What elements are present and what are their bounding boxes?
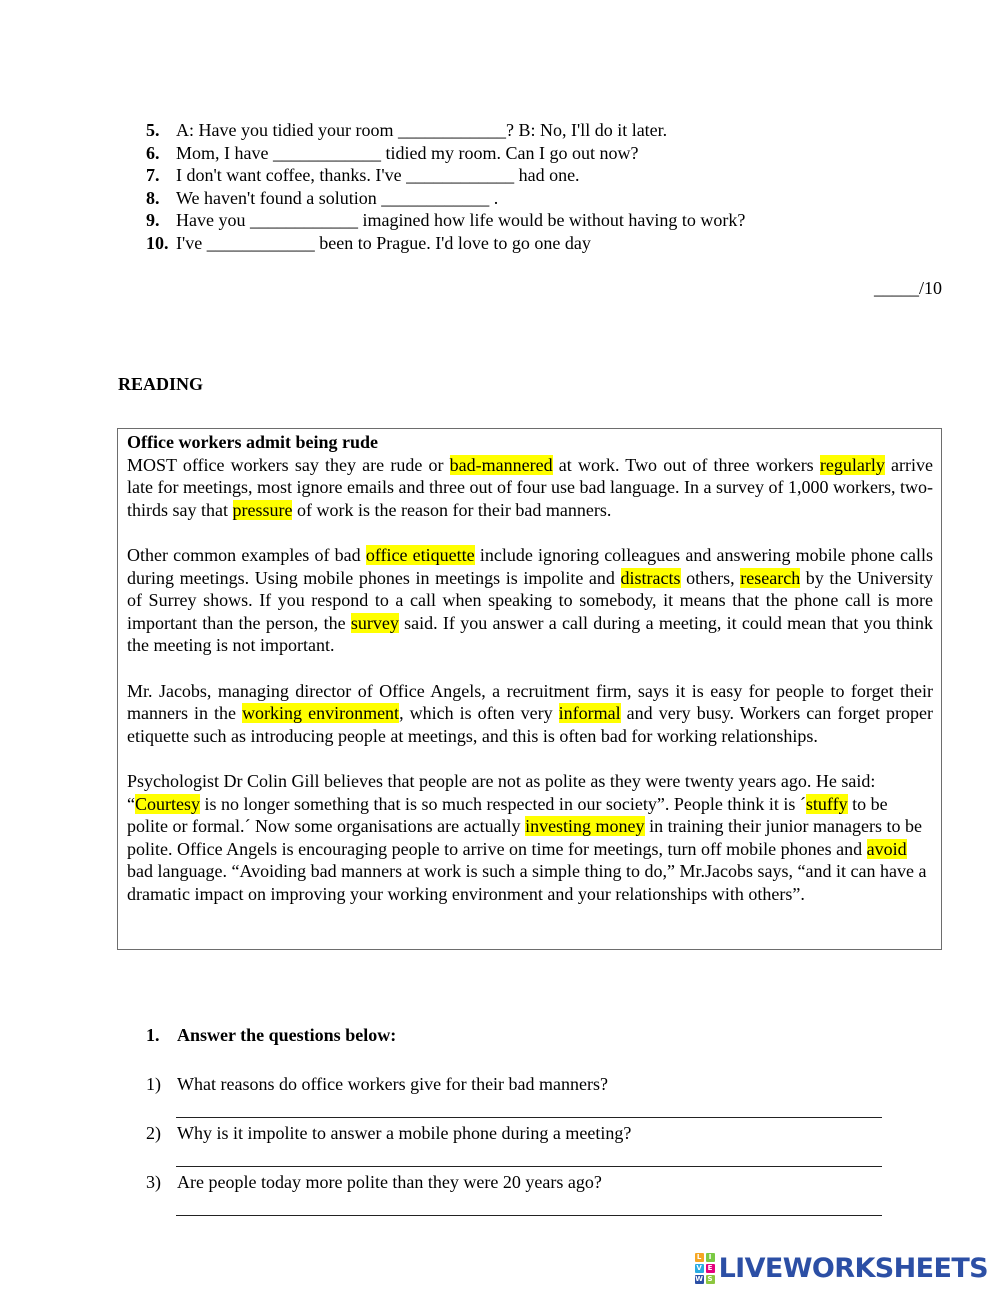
paragraph-text: Psychologist Dr Colin Gill believes that people are not as polite as they were twenty years ago. He said: “ bbox=[127, 770, 876, 814]
question bbox=[146, 1171, 602, 1193]
item-text: Have you ____________ imagined how life would be without having to work? bbox=[176, 210, 746, 231]
answer-line-1[interactable] bbox=[176, 1117, 882, 1118]
exercise-item bbox=[146, 164, 946, 187]
paragraph-text: , which is often very bbox=[399, 703, 559, 724]
item-number: 5. bbox=[146, 120, 160, 140]
paragraph-text: in training their junior managers to be polite. Office Angels is encouraging people to arrive on time for meetings, turn off mobile phones and bbox=[127, 816, 922, 859]
logo-square: V bbox=[696, 1264, 702, 1272]
paragraph-text: said. If you answer a call during a meeting, it could mean that you think the meeting is not important. bbox=[127, 612, 933, 656]
item-text: A: Have you tidied your room ____________? B: No, I'll do it later. bbox=[176, 120, 668, 140]
question-number: 2) bbox=[146, 1123, 161, 1143]
question-number: 1) bbox=[146, 1074, 161, 1094]
highlighted-keyword: pressure bbox=[232, 499, 293, 520]
item-text: We haven't found a solution ____________ . bbox=[176, 187, 499, 208]
paragraph-text: MOST office workers say they are rude or bbox=[127, 454, 450, 475]
paragraph-text: by the University of Surrey shows. If you respond to a call when speaking to somebody, it means that the phone call is more important than the person, the bbox=[127, 567, 934, 633]
logo-square: L bbox=[695, 1253, 704, 1262]
highlighted-keyword: working environment bbox=[242, 703, 400, 724]
highlighted-keyword: office etiquette bbox=[365, 544, 475, 565]
logo-square: S bbox=[707, 1275, 713, 1283]
paragraph-text: Mr. Jacobs, managing director of Office Angels, a recruitment firm, says it is easy for people to forget their manners in the bbox=[127, 680, 933, 724]
logo-square: I bbox=[706, 1253, 715, 1262]
highlighted-keyword: survey bbox=[350, 612, 399, 633]
item-text: I don't want coffee, thanks. I've ____________ had one. bbox=[176, 165, 580, 186]
section-title: READING bbox=[118, 374, 204, 394]
paragraph-text: include ignoring colleagues and answering mobile phone calls during meetings. Using mobile phones in meetings is impolite and bbox=[127, 544, 934, 588]
article-paragraph-1 bbox=[127, 454, 933, 522]
highlighted-keyword: bad-mannered bbox=[449, 454, 553, 475]
score-field: _____/10 bbox=[873, 278, 942, 298]
item-number: 8. bbox=[146, 187, 160, 208]
question bbox=[146, 1122, 631, 1144]
item-text: Mom, I have ____________ tidied my room. Can I go out now? bbox=[176, 142, 639, 163]
paragraph-text: bad language. “Avoiding bad manners at work is such a simple thing to do,” Mr.Jacobs says, “and it can have a dramatic impact on improving your working environment and your relationships with others”. bbox=[127, 861, 927, 904]
article-paragraph-4 bbox=[127, 770, 933, 906]
answer-line-2[interactable] bbox=[176, 1166, 882, 1167]
logo-text: LIVEWORKSHEETS bbox=[718, 1253, 988, 1284]
logo-square: W bbox=[695, 1275, 703, 1283]
article-paragraph-3 bbox=[127, 680, 933, 748]
liveworksheets-logo bbox=[695, 1253, 988, 1284]
exercise-item bbox=[146, 187, 946, 210]
answer-line-3[interactable] bbox=[176, 1215, 882, 1216]
article-paragraph-2 bbox=[127, 544, 933, 657]
reading-text-box bbox=[117, 428, 942, 950]
exercise-number: 1. bbox=[146, 1025, 160, 1045]
question-text: Are people today more polite than they were 20 years ago? bbox=[177, 1172, 602, 1192]
exercise-heading-text: Answer the questions below: bbox=[177, 1025, 397, 1045]
highlighted-keyword: regularly bbox=[819, 454, 885, 475]
item-number: 6. bbox=[146, 142, 160, 163]
highlighted-keyword: research bbox=[740, 567, 801, 588]
highlighted-keyword: distracts bbox=[620, 567, 681, 588]
highlighted-keyword: informal bbox=[558, 703, 621, 724]
highlighted-keyword: investing money bbox=[525, 816, 645, 837]
exercise-item bbox=[146, 142, 946, 165]
item-number: 9. bbox=[146, 210, 160, 231]
exercise-item bbox=[146, 119, 946, 142]
paragraph-text: arrive late for meetings, most ignore emails and three out of four use bad language. In a survey of 1,000 workers, two-thirds say that bbox=[127, 454, 933, 520]
question bbox=[146, 1073, 608, 1095]
item-text: I've ____________ been to Prague. I'd love to go one day bbox=[176, 232, 591, 253]
article-title: Office workers admit being rude bbox=[127, 432, 378, 452]
item-number: 10. bbox=[146, 232, 169, 253]
paragraph-text: is no longer something that is so much respected in our society”. People think it is ´ bbox=[200, 793, 806, 814]
question-number: 3) bbox=[146, 1172, 161, 1192]
fill-in-exercise-list bbox=[146, 119, 946, 255]
logo-square: E bbox=[706, 1264, 715, 1273]
exercise-item bbox=[146, 209, 946, 232]
question-text: What reasons do office workers give for their bad manners? bbox=[177, 1074, 609, 1094]
exercise-heading bbox=[146, 1024, 396, 1046]
paragraph-text: to be polite or formal.´ Now some organisations are actually bbox=[127, 793, 888, 837]
highlighted-keyword: stuffy bbox=[805, 793, 848, 814]
question-text: Why is it impolite to answer a mobile phone during a meeting? bbox=[177, 1123, 632, 1143]
paragraph-text: others, bbox=[680, 567, 741, 588]
paragraph-text: Other common examples of bad bbox=[127, 544, 366, 565]
paragraph-text: at work. Two out of three workers bbox=[552, 454, 820, 475]
item-number: 7. bbox=[146, 165, 160, 186]
exercise-item bbox=[146, 232, 946, 255]
paragraph-text: and very busy. Workers can forget proper etiquette such as introducing people at meetings, and this is often bad for working relationships. bbox=[127, 703, 933, 746]
paragraph-text: of work is the reason for their bad manners. bbox=[292, 499, 612, 520]
highlighted-keyword: avoid bbox=[866, 838, 907, 859]
highlighted-keyword: Courtesy bbox=[135, 793, 200, 814]
logo-icon bbox=[695, 1253, 715, 1284]
